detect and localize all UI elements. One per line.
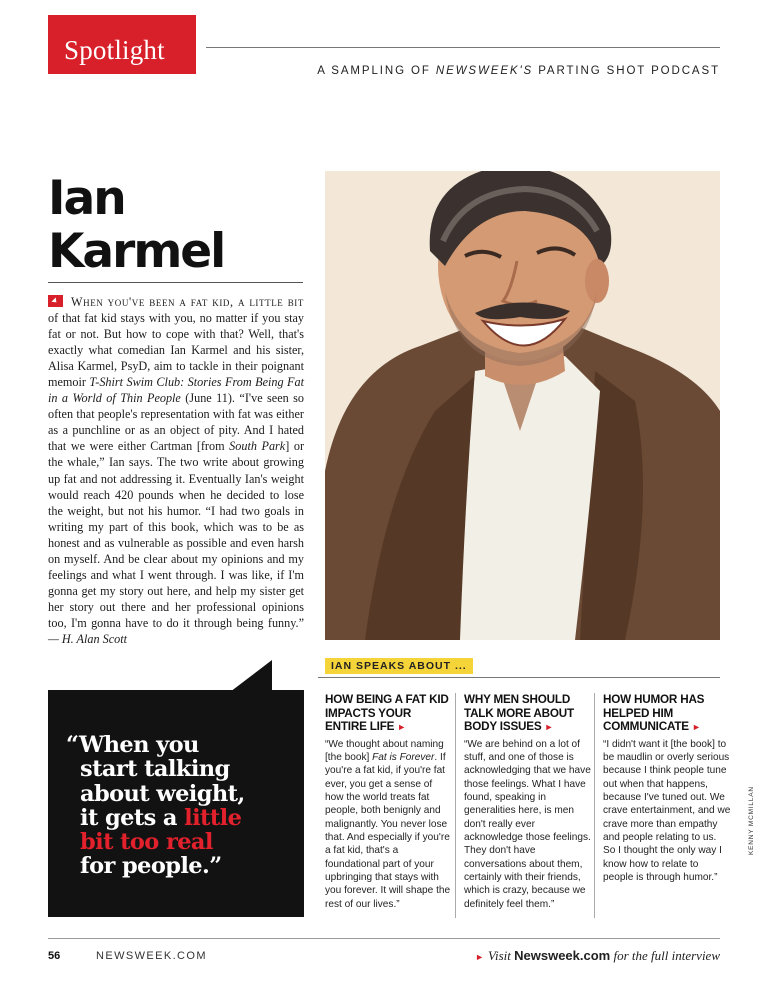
topic-body-1a: “We thought about naming [the book] [325,738,444,763]
cta-pre: Visit [488,948,515,963]
topic-heading-3-text: HOW HUMOR HAS HELPED HIM COMMUNICATE [603,693,705,733]
header-rule [206,47,720,48]
cta-post: for the full interview [610,948,720,963]
topic-heading-1 [325,693,453,735]
topic-column-2 [464,693,592,911]
title-first: Ian [48,171,125,226]
topic-column-1 [325,693,453,911]
kicker-brand: NEWSWEEK'S [435,65,534,77]
kicker-suffix: PARTING SHOT PODCAST [533,65,720,77]
article-text-2: (June 11). “I've seen so often that people's representation with fat was either as a punchline or as an object of pity. And I hated that we were either Cartman [from [48,391,304,454]
interview-link[interactable] [475,948,720,964]
topic-body-1 [325,738,453,911]
quote-line-4 [80,806,300,830]
right-triangle-icon: ► [691,722,701,732]
title-rule [48,282,303,283]
page-number: 56 [48,950,61,962]
start-arrow-icon [48,295,63,307]
quote-line-2: start talking [80,756,230,783]
cta-brand: Newsweek.com [514,948,611,963]
right-triangle-icon: ► [475,952,484,962]
speaks-rule [318,677,720,678]
site-name: NEWSWEEK.COM [96,950,207,962]
footer-rule [48,938,720,939]
quote-line-1: “When you [66,732,199,758]
topic-heading-2 [464,693,592,735]
portrait-photo [325,171,720,640]
column-divider [594,693,595,918]
right-triangle-icon: ► [397,722,407,732]
pull-quote [66,732,300,880]
topic-column-3 [603,693,731,884]
quote-line-3: about weight, [80,780,245,807]
page-title [48,172,224,278]
topic-body-1-italic: Fat is Forever [372,751,435,763]
title-last: Karmel [48,224,225,279]
section-tab [48,15,196,74]
quote-tail [230,660,272,692]
byline: — H. Alan Scott [48,631,127,646]
book-title: T-Shirt Swim Club: Stories From Being Fat in a World of Thin People [48,375,304,406]
section-label: Spotlight [64,35,165,65]
column-divider [455,693,456,918]
show-title: South Park [229,439,286,454]
article-text-1: of that fat kid stays with you, no matter if you stay fat or not. But how to cope with that? Well, that's exactly what comedian Ian Karmel and his sister, Alisa Karmel, PsyD, aim to tackle in their poignant memoir [48,311,304,390]
quote-line-4a: it gets a [80,804,185,831]
kicker-prefix: A SAMPLING OF [317,65,436,77]
article-body [48,294,304,647]
article-text-3: ] or the whale,” Ian says. The two write about growing up fat and not addressing it. Eventually Ian's weight would reach 420 pounds when he decided to lose the weight, but not his humor. “I had two goals in writing my part of this book, which was to be as honest and as vulnerable as possible and even harsh on myself. And be clear about my opinions and my feelings and what I went through. I was like, if I'm gonna get my story out here, and help my sister get her story out there and her professional opinions too, I'm gonna have to do it through being funny.” [48,439,305,630]
quote-line-6: for people.” [80,853,222,880]
topic-body-2: “We are behind on a lot of stuff, and one of those is acknowledging that we have those feelings. What I have found, speaking in generalities here, is men don't really ever acknowledge those feelings. They don't have conversations about them, certainly with their friends, which is crazy, because we definitely feel them.” [464,738,591,910]
quote-highlight-2: bit too real [80,829,213,856]
topic-heading-2-text: WHY MEN SHOULD TALK MORE ABOUT BODY ISSUES [464,693,574,733]
topic-heading-3 [603,693,731,735]
topic-body-1b: . If you're a fat kid, if you're fat ever, you get a sense of how the world treats fat people, both benignly and malignantly. You never lose that. And especially if you're a fat kid, that's a foundational part of your upbringing that stays with you forever. It will shape the rest of our lives.” [325,751,451,910]
speaks-label: IAN SPEAKS ABOUT ... [325,658,473,674]
topic-body-3: “I didn't want it [the book] to be maudlin or overly serious because I think people tune out when that happens, because I've tuned out. We crave entertainment, and we crave more than empathy and people relating to us. So I thought the only way I know how to relate to people is through humor.” [603,738,731,883]
photo-credit: KENNY MCMILLAN [748,786,755,855]
kicker [317,65,720,77]
article-lead: When you've been a fat kid, a little bit [71,295,304,309]
quote-highlight-1: little [184,804,242,831]
topic-heading-1-text: HOW BEING A FAT KID IMPACTS YOUR ENTIRE LIFE [325,693,449,733]
right-triangle-icon: ► [544,722,554,732]
